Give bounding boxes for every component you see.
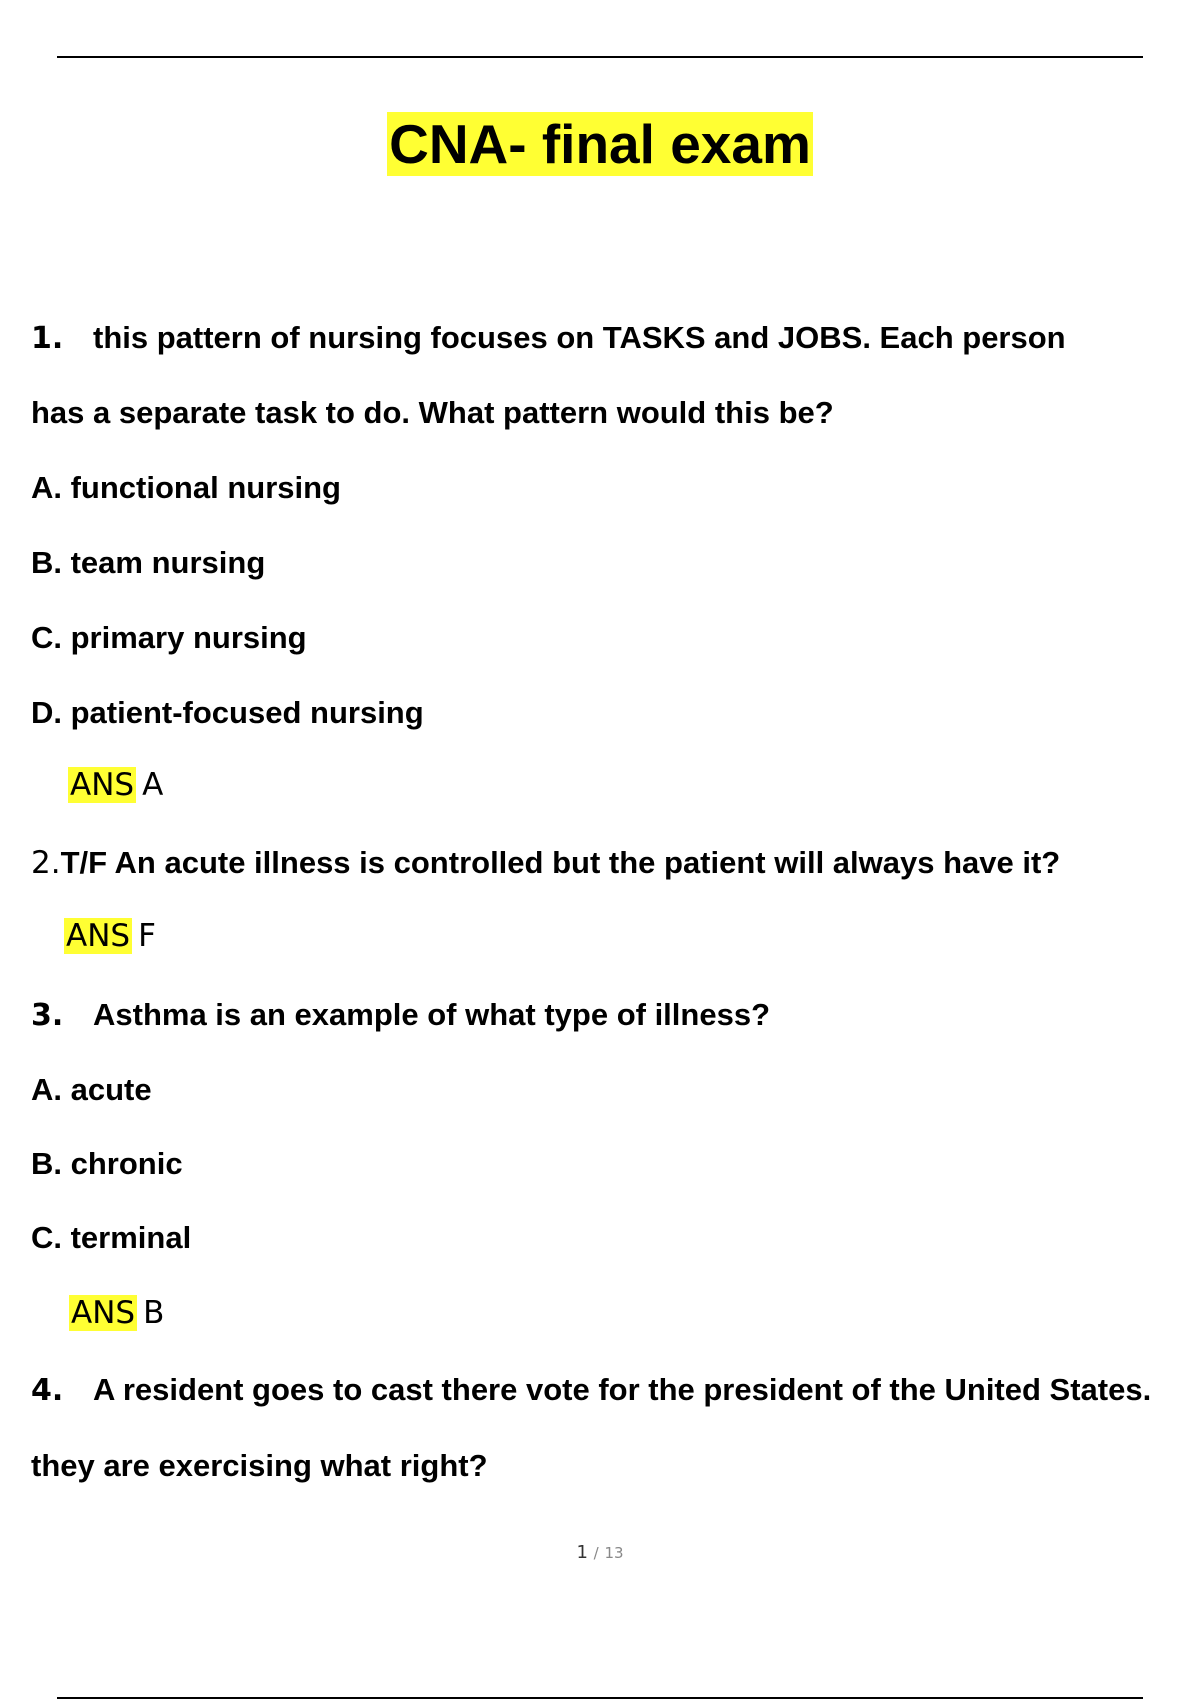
answer-label: ANS — [71, 1295, 136, 1331]
question-1-line-2: has a separate task to do. What pattern would this be? — [31, 395, 834, 430]
answer-value: B — [143, 1295, 165, 1331]
answer-label: ANS — [66, 918, 131, 954]
answer-value: A — [142, 767, 164, 803]
question-3-option-c: C. terminal — [31, 1220, 192, 1255]
bottom-rule — [57, 1697, 1143, 1699]
question-1-text-1: this pattern of nursing focuses on TASKS and JOBS. Each person — [93, 320, 1066, 355]
question-2-text-1: T/F An acute illness is controlled but the patient will always have it? — [60, 845, 1061, 880]
answer-value: F — [138, 918, 156, 954]
page-separator: / — [593, 1544, 599, 1562]
page-total: 13 — [604, 1544, 624, 1562]
question-3-option-b: B. chronic — [31, 1146, 183, 1181]
question-3-answer — [69, 1293, 164, 1333]
page-current: 1 — [576, 1542, 588, 1563]
question-1-line-1 — [31, 318, 1066, 359]
question-1-answer — [68, 765, 163, 805]
question-3-line-1 — [31, 995, 770, 1036]
question-3-option-a: A. acute — [31, 1072, 152, 1107]
page-indicator — [0, 1542, 1200, 1563]
question-1-option-a: A. functional nursing — [31, 470, 341, 505]
title-container — [0, 112, 1200, 176]
question-4-text-1: A resident goes to cast there vote for the president of the United States. — [93, 1372, 1152, 1407]
question-2-answer — [64, 916, 156, 956]
question-4-line-2: they are exercising what right? — [31, 1448, 488, 1483]
question-1-option-c: C. primary nursing — [31, 620, 307, 655]
question-2-number: 2. — [31, 845, 61, 881]
question-4-number: 4. — [31, 1373, 64, 1408]
document-title: CNA- final exam — [389, 113, 811, 175]
question-1-option-b: B. team nursing — [31, 545, 266, 580]
question-1-number: 1. — [31, 321, 64, 356]
top-rule — [57, 56, 1143, 58]
answer-label: ANS — [70, 767, 135, 803]
question-3-number: 3. — [31, 998, 64, 1033]
question-2-line-1 — [31, 843, 1060, 883]
question-3-text-1: Asthma is an example of what type of illness? — [93, 997, 771, 1032]
question-4-line-1 — [31, 1370, 1151, 1411]
question-1-option-d: D. patient-focused nursing — [31, 695, 424, 730]
